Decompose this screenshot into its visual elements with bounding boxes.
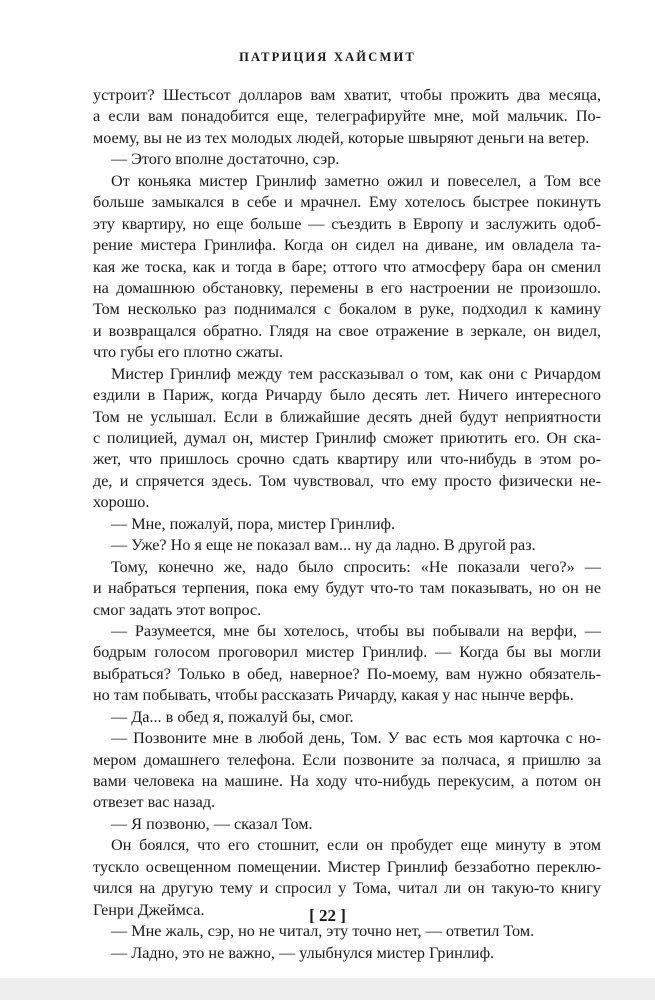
text-line: хорошо. xyxy=(93,493,150,512)
text-line: Он боялся, что его стошнит, если он пробудет еще минуту в этом xyxy=(111,836,601,855)
text-line: отвезет вас назад. xyxy=(93,793,216,812)
text-line: больше замыкался в себе и мрачнел. Ему хотелось быстрее покинуть xyxy=(93,193,601,212)
text-line: бодрым голосом проговорил мистер Гринлиф. — Когда бы вы могли xyxy=(93,643,601,662)
text-line: с полицией, думал он, мистер Гринлиф сможет приютить его. Он ска- xyxy=(93,429,601,447)
text-line: кая же тоска, как и тогда в баре; оттого что атмосферу бара он сменил xyxy=(93,257,601,276)
running-head: ПАТРИЦИЯ ХАЙСМИТ xyxy=(239,50,416,64)
text-line: Генри Джеймса. xyxy=(93,900,205,919)
text-line: моему, вы не из тех молодых людей, которые швыряют деньги на ветер. xyxy=(93,128,590,147)
text-line: на домашнюю обстановку, перемены в его настроении не произошло. xyxy=(93,278,601,297)
text-line: Мистер Гринлиф между тем рассказывал о том, как они с Ричардом xyxy=(111,364,601,383)
bottom-margin-strip xyxy=(0,978,655,1000)
text-line: устроит? Шестьсот долларов вам хватит, чтобы прожить два месяца, xyxy=(93,86,601,104)
text-line: рение мистера Гринлифа. Когда он сидел на диване, им овладела та- xyxy=(93,236,601,255)
text-line: и возвращался обратно. Глядя на свое отражение в зеркале, он видел, xyxy=(93,321,601,340)
text-line: От коньяка мистер Гринлиф заметно ожил и повеселел, а Том все xyxy=(111,171,601,190)
text-line: жет, что пришлось срочно сдать квартиру или что-нибудь в этом ро- xyxy=(93,450,601,469)
text-line: ездили в Париж, когда Ричарду было десять лет. Ничего интересного xyxy=(93,386,601,405)
text-line: — Мне, пожалуй, пора, мистер Гринлиф. xyxy=(111,514,396,533)
page-number: [ 22 ] xyxy=(309,906,346,925)
text-line: тускло освещенном помещении. Мистер Гринлиф беззаботно переклю- xyxy=(93,857,601,876)
text-line: — Уже? Но я еще не показал вам... ну да ладно. В другой раз. xyxy=(111,536,536,555)
text-line: — Да... в обед я, пожалуй бы, смог. xyxy=(111,707,354,726)
text-line: что губы его плотно сжаты. xyxy=(93,343,284,362)
text-line: вами человека на машине. На ходу что-нибудь перекусим, а потом он xyxy=(93,772,601,790)
text-line: чился на другую тему и спросил у Тома, читал ли он такую-то книгу xyxy=(93,879,601,898)
body-text xyxy=(93,85,601,964)
text-line: мером домашнего телефона. Если позвоните за полчаса, я пришлю за xyxy=(93,750,601,769)
text-line: — Мне жаль, сэр, но не читал, эту точно нет, — ответил Том. xyxy=(111,922,535,941)
text-line: но там побывать, чтобы рассказать Ричарду, какая у нас нынче верфь. xyxy=(93,686,574,705)
text-line: — Позвоните мне в любой день, Том. У вас есть моя карточка с но- xyxy=(111,729,601,748)
text-line: смог задать этот вопрос. xyxy=(93,600,262,619)
text-line: и набраться терпения, пока ему будут что-то там показывать, но он не xyxy=(93,579,601,598)
text-line: а если вам понадобится еще, телеграфируйте мне, мой мальчик. По- xyxy=(93,107,601,126)
text-line: Том не услышал. Если в ближайшие десять дней будут неприятности xyxy=(93,407,601,426)
text-line: — Разумеется, мне бы хотелось, чтобы вы побывали на верфи, — xyxy=(111,621,601,640)
text-line: де, и спрячется здесь. Том чувствовал, что ему просто физически не- xyxy=(93,471,601,490)
text-line: — Я позвоню, — сказал Том. xyxy=(111,814,313,833)
text-line: — Этого вполне достаточно, сэр. xyxy=(111,150,340,169)
text-line: эту квартиру, но еще больше — съездить в Европу и заслужить одоб- xyxy=(93,214,601,233)
text-line: — Ладно, это не важно, — улыбнулся мистер Гринлиф. xyxy=(111,943,495,962)
text-line: Том несколько раз поднимался с бокалом в руке, подходил к камину xyxy=(93,300,601,319)
text-line: выбраться? Только в обед, наверное? По-моему, вам нужно обязатель- xyxy=(93,664,601,683)
text-line: Тому, конечно же, надо было спросить: «Не показали чего?» — xyxy=(111,557,601,576)
